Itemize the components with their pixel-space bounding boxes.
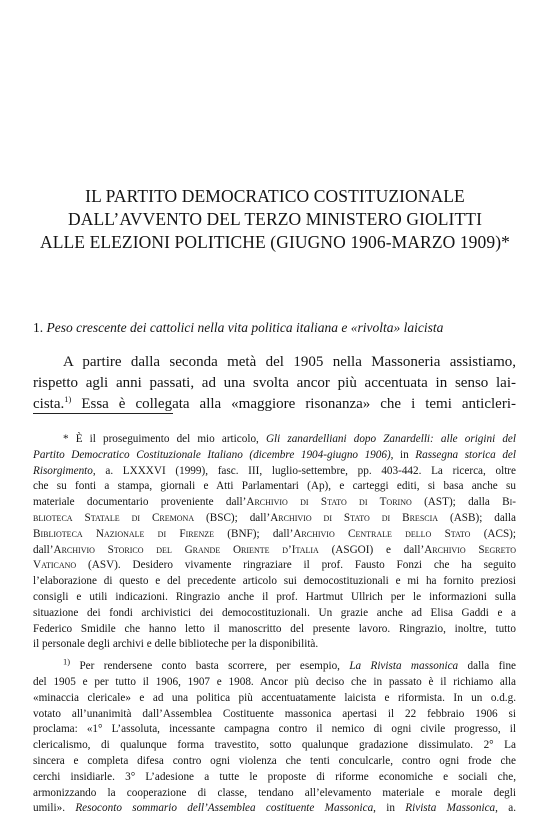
footnote-line: Partito Democratico Costituzionale Italiano (dicembre 1904-giugno 1906), in Rassegna storica del bbox=[33, 448, 516, 461]
footnotes bbox=[33, 432, 516, 817]
footnote-line: consigli e utili indicazioni. Ringrazio anche il prof. Hartmut Ullrich per le informazioni sulla bbox=[33, 590, 516, 603]
footnote-line: clericalismo, di qualunque forma travestito, sotto qualunque gradazione dissimulato. 2° La bbox=[33, 739, 516, 752]
footnote-line: * È il proseguimento del mio articolo, Gli zanardelliani dopo Zanardelli: alle origini del bbox=[63, 433, 516, 445]
footnote-line: dall’Archivio Storico del Grande Oriente d’Italia (ASGOI) e dall’Archivio Segreto bbox=[33, 543, 516, 556]
section-title: Peso crescente dei cattolici nella vita politica italiana e «rivolta» laicista bbox=[46, 320, 444, 335]
footnote-line: del 1905 e per tutto il 1906, 1907 e 1908. Ancor più deciso che in passato è il richiamo alla bbox=[33, 675, 516, 688]
footnote-line: materiale documentario proveniente dall’Archivio di Stato di Torino (AST); dalla Bi- bbox=[33, 496, 516, 509]
footnote-line: blioteca Statale di Cremona (BSC); dall’Archivio di Stato di Brescia (ASB); dalla bbox=[33, 511, 516, 524]
chapter-title bbox=[20, 185, 530, 254]
title-line-2: DALL’AVVENTO DEL TERZO MINISTERO GIOLITTI bbox=[67, 209, 482, 229]
footnote-line: «minaccia clericale» e ad una politica più accentuatamente laicista e riformista. In un o.d.g. bbox=[33, 691, 516, 704]
footnote-line: sincera e completa difesa contro ogni violenza che tenti conculcarle, contro ogni frode che bbox=[33, 754, 516, 767]
footnote-separator bbox=[33, 413, 173, 414]
footnote-line: l’elaborazione di questo e del precedente articolo sui democostituzionali e mi ha fornito preziosi bbox=[33, 575, 516, 588]
footnote-1 bbox=[33, 656, 517, 817]
footnote-line: Vaticano (ASV). Desidero vivamente ringraziare il prof. Fausto Fonzi che ha seguito bbox=[33, 559, 516, 572]
section-number: 1. bbox=[33, 320, 44, 335]
footnote-line: che su fonti a stampa, giornali e Atti Parlamentari (Ap), e carteggi editi, si basa anche su bbox=[33, 480, 516, 493]
footnote-line: situazione dei fondi archivistici dei democostituzionali. Un grazie anche ad Elisa Gaddi e a bbox=[33, 606, 516, 619]
footnote-line: cerchi insidiarle. 3° L’adesione a tutte le proposte di riforme economiche e sociali che, bbox=[33, 770, 516, 783]
footnote-line: Federico Smidile che hanno letto il manoscritto del presente lavoro. Ringrazio, inoltre, tutto bbox=[33, 622, 516, 635]
footnote-mark: * bbox=[63, 433, 69, 445]
footnote-line: umili». Resoconto sommario dell’Assemblea costituente Massonica, in Rivista Massonica, a. bbox=[33, 802, 517, 815]
title-line-3: ALLE ELEZIONI POLITICHE (GIUGNO 1906-MARZO 1909)* bbox=[39, 232, 511, 252]
footnote-line: $^{1)}$ Per rendersene conto basta scorrere, per esempio, La Rivista massonica dalla fine bbox=[63, 656, 516, 673]
body-paragraph bbox=[33, 352, 516, 415]
footnote-line: Biblioteca Nazionale di Firenze (BNF); dall’Archivio Centrale dello Stato (ACS); bbox=[33, 527, 517, 540]
footnote-star bbox=[33, 432, 516, 653]
footnote-line: proclama: «1° L’assoluta, incessante campagna contro il nemico di ogni civile progresso, il bbox=[33, 723, 516, 736]
footnote-line: Risorgimento, a. LXXXVI (1999), fasc. III, luglio-settembre, pp. 403-442. La ricerca, oltre bbox=[33, 464, 516, 477]
footnote-line: votato all’unanimità dall’Assemblea Costituente massonica apertasi il 22 febbraio 1906 si bbox=[33, 707, 516, 720]
section-heading bbox=[33, 320, 533, 336]
body-line: cista.$^{1)}$ Essa è collegata alla «maggiore risonanza» che i temi anticleri- bbox=[33, 394, 516, 412]
footnote-line: armonizzando la cooperazione di classe, tendano all’elevamento materiale e morale degli bbox=[33, 786, 516, 799]
body-line: A partire dalla seconda metà del 1905 nella Massoneria assistiamo, bbox=[63, 354, 516, 370]
body-line: rispetto agli anni passati, ad una svolta ancor più accentuata in senso lai- bbox=[33, 375, 516, 391]
footnote-mark: 1) bbox=[63, 656, 71, 667]
title-line-1: IL PARTITO DEMOCRATICO COSTITUZIONALE bbox=[85, 186, 465, 206]
footnote-reference: 1) bbox=[64, 394, 72, 404]
footnote-line: il personale degli archivi e delle biblioteche per la disponibilità. bbox=[33, 638, 319, 651]
